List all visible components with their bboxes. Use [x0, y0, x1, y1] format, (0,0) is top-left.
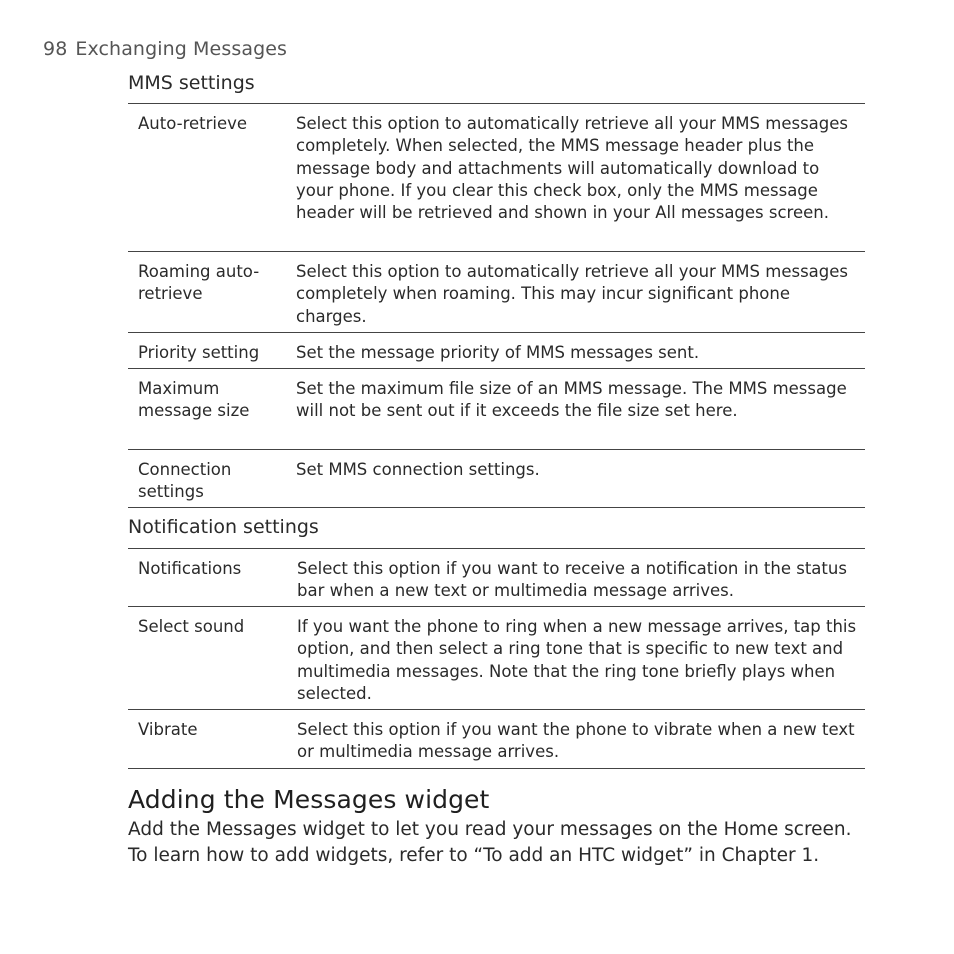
setting-description: Select this option if you want the phone to vibrate when a new text or multimedia message arrives.: [297, 720, 855, 762]
table-row: [128, 549, 865, 607]
table-row: [128, 252, 865, 333]
running-header: [43, 38, 287, 60]
table-row: [128, 333, 865, 369]
setting-term: Select sound: [138, 617, 245, 636]
mms-settings-table: [128, 103, 865, 508]
section-heading: Adding the Messages widget: [128, 785, 490, 814]
setting-description: Select this option to automatically retrieve all your MMS messages completely. When selected, the MMS message header plus the message body and attachments will automatically download to your phone. If you clear this check box, only the MMS message header will be retrieved and shown in your All messages screen.: [296, 114, 848, 223]
table-row: [128, 710, 865, 769]
setting-description: If you want the phone to ring when a new message arrives, tap this option, and then select a ring tone that is specific to new text and multimedia messages. Note that the ring tone briefly plays when selected.: [297, 617, 857, 703]
setting-term: Roaming auto-retrieve: [138, 262, 260, 304]
setting-term: Auto-retrieve: [138, 114, 248, 133]
notification-settings-title: Notification settings: [128, 516, 319, 538]
table-row: [128, 104, 865, 252]
mms-settings-title: MMS settings: [128, 72, 255, 94]
setting-description: Set MMS connection settings.: [296, 460, 540, 479]
table-row: [128, 607, 865, 710]
notification-settings-table: [128, 548, 865, 769]
setting-term: Maximum message size: [138, 379, 250, 421]
setting-description: Select this option to automatically retrieve all your MMS messages completely when roaming. This may incur significant phone charges.: [296, 262, 848, 326]
setting-term: Notifications: [138, 559, 242, 578]
chapter-title: Exchanging Messages: [75, 38, 288, 60]
table-row: [128, 369, 865, 450]
setting-term: Vibrate: [138, 720, 198, 739]
setting-description: Set the maximum file size of an MMS message. The MMS message will not be sent out if it exceeds the file size set here.: [296, 379, 847, 421]
setting-term: Priority setting: [138, 343, 260, 362]
setting-term: Connection settings: [138, 460, 232, 502]
body-paragraph: Add the Messages widget to let you read your messages on the Home screen. To learn how to add widgets, refer to “To add an HTC widget” in Chapter 1.: [128, 819, 852, 866]
page-number: 98: [43, 38, 68, 60]
table-row: [128, 450, 865, 508]
setting-description: Select this option if you want to receive a notification in the status bar when a new text or multimedia message arrives.: [297, 559, 847, 601]
setting-description: Set the message priority of MMS messages sent.: [296, 343, 700, 362]
